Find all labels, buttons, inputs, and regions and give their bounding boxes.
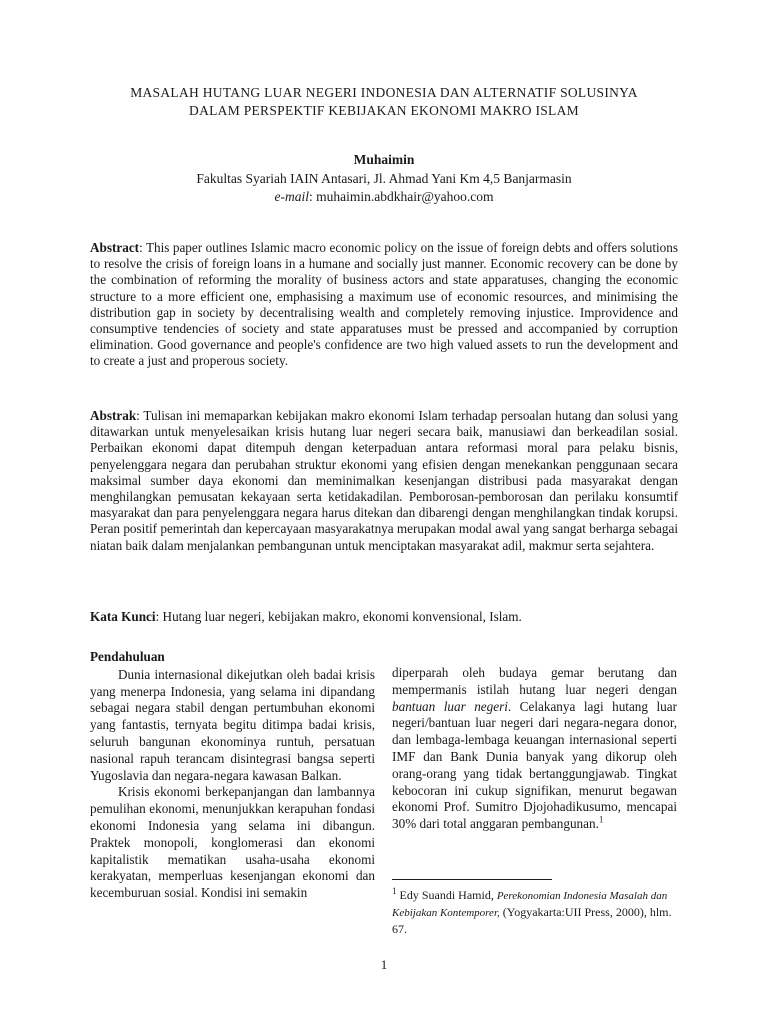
keywords — [90, 609, 678, 625]
author-email — [80, 189, 688, 205]
intro-paragraph-2: Krisis ekonomi berkepanjangan dan lambannya pemulihan ekonomi, menunjukkan kerapuhan fondasi ekonomi Indonesia yang selama ini dibangun. Praktek monopoli, konglomerasi dan ekonomi kapitalistik mematikan usaha-usaha ekonomi kerakyatan, memperluas kesenjangan ekonomi dan kecemburuan sosial. Kondisi ini semakin — [90, 784, 375, 901]
footnote-author: Edy Suandi Hamid, — [396, 888, 497, 902]
intro-p3-emphasis: bantuan luar negeri — [392, 698, 508, 714]
intro-p3-part-a: diperparah oleh budaya gemar berutang dan mempermanis istilah hutang luar negeri dengan — [392, 665, 677, 697]
abstract-text: : This paper outlines Islamic macro economic policy on the issue of foreign debts and offers solutions to resolve the crisis of foreign loans in a humane and socially just manner. Economic recovery can be done by the combination of reforming the morality of business actors and state apparatuses, changing the economic structure to a more efficient one, emphasising a maximum use of economic resources, and minimising the distribution gap in society by decentralising wealth and completely removing injustice. Improvidence and consumptive tendencies of society and state apparatuses must be pressed and accompanied by corruption elimination. Good governance and people's confidence are two high valued assets to run the development and to create a just and properous society. — [90, 240, 678, 369]
abstrak-text: : Tulisan ini memaparkan kebijakan makro ekonomi Islam terhadap persoalan hutang dan solusi yang ditawarkan untuk menyelesaikan krisis hutang luar negeri secara baik, manusiawi dan berkeadilan sosial. Perbaikan ekonomi dapat ditempuh dengan keterpaduan antara reformasi moral para pelaku bisnis, penyelenggara negara dan perubahan struktur ekonomi yang efisien dengan menekankan penggunaan secara maksimal sumber daya ekonomi dan meminimalkan kesenjangan distribusi pada masyarakat dengan menghilangkan pemusatan kekayaan serta ketidakadilan. Pemborosan-pemborosan dan perilaku konsumtif masyarakat dan para penyelenggara negara harus ditekan dan dibarengi dengan menghilangkan tindak korupsi. Peran positif pemerintah dan kepercayaan masyarakatnya merupakan modal awal yang sangat berharga sebagai niatan baik dalam menjalankan pembangunan untuk menciptakan masyarakat adil, makmur serta sejahtera. — [90, 408, 678, 553]
footnote-mark: 1 — [392, 886, 397, 896]
title-line-2: DALAM PERSPEKTIF KEBIJAKAN EKONOMI MAKRO ISLAM — [189, 103, 579, 118]
intro-p3-part-b: . Celakanya lagi hutang luar negeri/bantuan luar negeri dari negara-negara donor, dan lembaga-lembaga keuangan internasional seperti IMF dan Bank Dunia banyak yang dikorup oleh orang-orang yang tidak bertanggungjawab. Tingkat kebocoran ini cukup signifikan, menurut begawan ekonomi Prof. Sumitro Djojohadikusumo, mencapai 30% dari total anggaran pembangunan. — [392, 698, 677, 832]
paper-title — [80, 84, 688, 120]
footnote-divider — [392, 879, 552, 880]
footnote-publisher: (Yogyakarta:UII Press, 2000), hlm. 67. — [392, 905, 672, 936]
intro-paragraph-1: Dunia internasional dikejutkan oleh badai krisis yang menerpa Indonesia, yang selama ini dipandang sebagai negara stabil dengan pertumbuhan ekonomi yang fantastis, ternyata begitu ditimpa badai krisis, seluruh bangunan ekonominya runtuh, persatuan nasional rapuh terancam disintegrasi bangsa seperti Yugoslavia dan negara-negara kawasan Balkan. — [90, 666, 375, 783]
footnote-source-title: Perekonomian Indonesia Masalah dan Kebijakan Kontemporer, — [392, 890, 668, 919]
section-heading-pendahuluan: Pendahuluan — [90, 649, 165, 664]
author-affiliation: Fakultas Syariah IAIN Antasari, Jl. Ahmad Yani Km 4,5 Banjarmasin — [196, 171, 572, 186]
author-name: Muhaimin — [353, 152, 415, 167]
abstrak-label: Abstrak — [90, 408, 137, 423]
keywords-label: Kata Kunci — [90, 609, 156, 624]
column-left — [90, 649, 375, 902]
footnote-1 — [392, 887, 682, 937]
column-right — [392, 665, 677, 833]
footnote-ref-1[interactable]: 1 — [598, 814, 604, 825]
email-address: : muhaimin.abdkhair@yahoo.com — [308, 189, 494, 204]
intro-paragraph-3 — [392, 665, 677, 833]
abstract-english — [90, 240, 678, 370]
title-line-1: MASALAH HUTANG LUAR NEGERI INDONESIA DAN ALTERNATIF SOLUSINYA — [130, 85, 638, 100]
keywords-text: : Hutang luar negeri, kebijakan makro, ekonomi konvensional, Islam. — [155, 609, 522, 624]
abstract-indonesian — [90, 408, 678, 554]
page-number: 1 — [380, 957, 388, 972]
abstract-label: Abstract — [90, 240, 140, 255]
email-label: e-mail — [274, 189, 309, 204]
